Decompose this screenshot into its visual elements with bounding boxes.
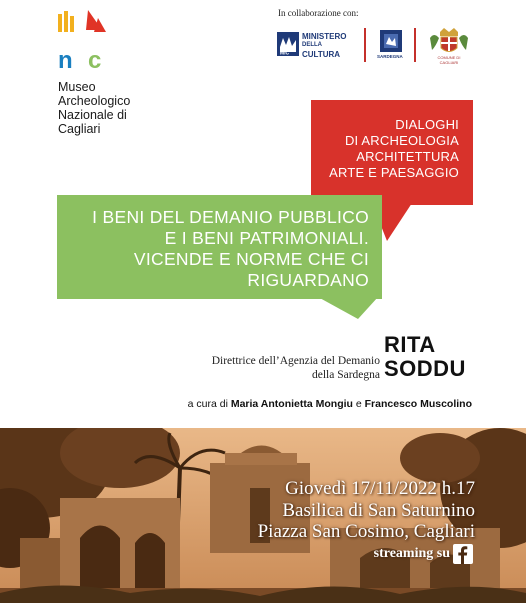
talk-line: E I BENI PATRIMONIALI. bbox=[164, 228, 369, 248]
series-title bbox=[311, 117, 459, 181]
speaker-name-line: RITA bbox=[384, 332, 436, 357]
ministry-line: CULTURA bbox=[302, 50, 341, 59]
museum-line: Archeologico bbox=[58, 94, 131, 108]
mic-abbrev: MiC bbox=[280, 50, 290, 56]
event-address: Piazza San Cosimo, Cagliari bbox=[257, 521, 475, 542]
museum-line: Museo bbox=[58, 80, 96, 94]
curator-name: Francesco Muscolino bbox=[364, 398, 472, 410]
curators-line bbox=[150, 398, 472, 410]
ministry-text bbox=[302, 32, 346, 59]
speaker-name-line: SODDU bbox=[384, 356, 466, 381]
curators-prefix: a cura di bbox=[187, 398, 228, 410]
region-logo bbox=[376, 30, 406, 62]
separator bbox=[364, 28, 366, 62]
talk-title bbox=[57, 207, 369, 291]
region-label: SARDEGNA bbox=[377, 54, 403, 59]
separator bbox=[414, 28, 416, 62]
curator-name: Maria Antonietta Mongiu bbox=[230, 398, 353, 410]
museum-logo bbox=[58, 10, 114, 70]
city-crest bbox=[428, 28, 470, 65]
museum-name bbox=[58, 80, 130, 136]
logo-letter-c: c bbox=[88, 47, 102, 70]
event-datetime: Giovedì 17/11/2022 h.17 bbox=[285, 478, 475, 499]
series-line: ARCHITETTURA bbox=[356, 149, 459, 164]
speaker-role-line: Direttrice dell’Agenzia del Demanio bbox=[211, 355, 380, 367]
museum-line: Nazionale di bbox=[58, 108, 127, 122]
museum-line: Cagliari bbox=[58, 122, 101, 136]
series-line: DI ARCHEOLOGIA bbox=[344, 133, 459, 148]
talk-line: RIGUARDANO bbox=[247, 270, 369, 290]
talk-line: VICENDE E NORME CHE CI bbox=[133, 249, 369, 269]
ministry-line: DELLA bbox=[302, 42, 322, 48]
ministry-logo bbox=[277, 30, 357, 60]
ministry-line: MINISTERO bbox=[302, 32, 347, 41]
series-line: DIALOGHI bbox=[395, 117, 459, 132]
facebook-icon[interactable] bbox=[453, 544, 473, 564]
city-label: COMUNE DI CAGLIARI bbox=[437, 55, 461, 65]
streaming-label: streaming su bbox=[373, 546, 450, 561]
talk-line: I BENI DEL DEMANIO PUBBLICO bbox=[92, 207, 369, 227]
collab-label: In collaborazione con: bbox=[278, 8, 359, 18]
logo-letter-n: n bbox=[58, 47, 73, 70]
event-venue: Basilica di San Saturnino bbox=[282, 499, 475, 521]
series-line: ARTE E PAESAGGIO bbox=[329, 165, 459, 180]
event-info bbox=[200, 478, 475, 543]
curators-conj: e bbox=[355, 398, 362, 410]
speaker-name bbox=[384, 333, 466, 381]
talk-bubble-tail bbox=[318, 297, 378, 322]
speaker-role-line: della Sardegna bbox=[311, 369, 380, 381]
speaker-role bbox=[170, 354, 380, 382]
